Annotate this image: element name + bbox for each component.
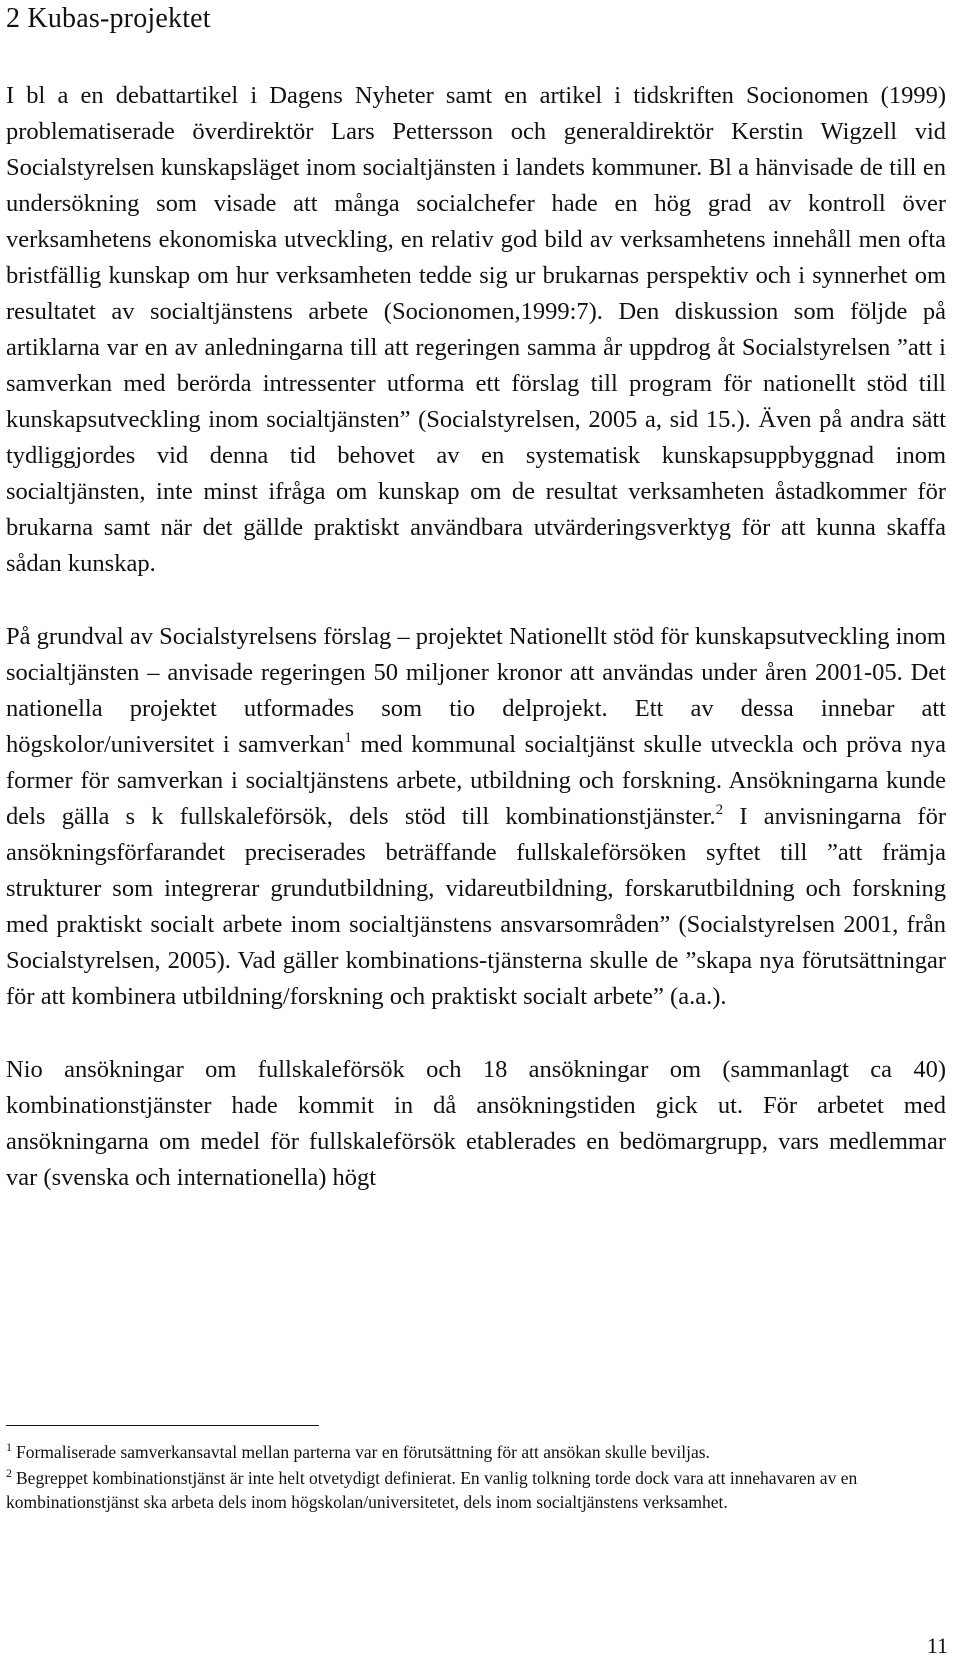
footnote-reference-2: 2: [715, 802, 724, 818]
footnote-1: [6, 1440, 941, 1464]
body-paragraph-1: I bl a en debattartikel i Dagens Nyheter samt en artikel i tidskriften Socionomen (1999) problematiserade överdirektör Lars Pettersson och generaldirektör Kerstin Wigzell vid Socialstyrelsen kunskapsläget inom socialtjänsten i landets kommuner. Bl a hänvisade de till en undersökning som visade att många socialchefer hade en hög grad av kontroll över verksamhetens ekonomiska utveckling, en relativ god bild av verksamhetens innehåll men ofta bristfällig kunskap om hur verksamheten tedde sig ur brukarnas perspektiv och i synnerhet om resultatet av socialtjänstens arbete (Socionomen,1999:7). Den diskussion som följde på artiklarna var en av anledningarna till att regeringen samma år uppdrog åt Socialstyrelsen ”att i samverkan med berörda intressenter utforma ett förslag till program för nationellt stöd till kunskapsutveckling inom socialtjänsten” (Socialstyrelsen, 2005 a, sid 15.). Även på andra sätt tydliggjordes vid denna tid behovet av en systematisk kunskapsuppbyggnad inom socialtjänsten, inte minst ifråga om kunskap om de resultat verksamheten åstadkommer för brukarna samt när det gällde praktiskt användbara utvärderingsverktyg för att kunna skaffa sådan kunskap.: [6, 82, 946, 577]
footnote-reference-1: 1: [344, 730, 352, 746]
footnote-2-text: Begreppet kombinationstjänst är inte helt otvetydigt definierat. En vanlig tolkning torde dock vara att innehavaren av en kombinationstjänst ska arbeta dels inom högskolan/universitetet, dels inom socialtjänstens verksamhet.: [6, 1468, 858, 1512]
footnotes: [6, 1440, 941, 1514]
section-heading: 2 Kubas-projektet: [6, 3, 211, 34]
footnote-2-mark: 2: [6, 1466, 12, 1480]
document-page: [6, 0, 946, 1196]
paragraph-2-text-a: På grundval av Socialstyrelsens förslag – projektet Nationellt stöd för kunskapsutveckling inom socialtjänsten – anvisade regeringen 50 miljoner kronor att användas under åren 2001-05. Det nationella projektet utformades som tio delprojekt. Ett av dessa innebar att högskolor/universitet i samverkan: [6, 623, 946, 758]
footnote-2: [6, 1466, 941, 1514]
paragraph-2-text-c: I anvisningarna för ansökningsförfarandet preciserades beträffande fullskaleförsöken syftet till ”att främja strukturer som integrerar grundutbildning, vidareutbildning, forskarutbildning och forskning med praktiskt socialt arbete inom socialtjänstens ansvarsområden” (Socialstyrelsen 2001, från Socialstyrelsen, 2005). Vad gäller kombinations-tjänsterna skulle de ”skapa nya förutsättningar för att kombinera utbildning/forskning och praktiskt socialt arbete” (a.a.).: [6, 803, 946, 1010]
body-paragraph-2: [6, 619, 946, 1015]
body-paragraph-3: Nio ansökningar om fullskaleförsök och 18 ansökningar om (sammanlagt ca 40) kombinationstjänster hade kommit in då ansökningstiden gick ut. För arbetet med ansökningarna om medel för fullskaleförsök etablerades en bedömargrupp, vars medlemmar var (svenska och internationella) högt: [6, 1056, 946, 1191]
footnote-1-text: Formaliserade samverkansavtal mellan parterna var en förutsättning för att ansökan skulle beviljas.: [16, 1442, 710, 1462]
paragraph-2-text-b: med kommunal socialtjänst skulle utveckla och pröva nya former för samverkan i socialtjänstens arbete, utbildning och forskning. Ansökningarna kunde dels gälla s k fullskaleförsök, dels stöd till kombinationstjänster.: [6, 731, 946, 830]
page-number: 11: [926, 1633, 948, 1658]
footnote-1-mark: 1: [6, 1440, 12, 1454]
footnote-separator: [6, 1425, 319, 1426]
